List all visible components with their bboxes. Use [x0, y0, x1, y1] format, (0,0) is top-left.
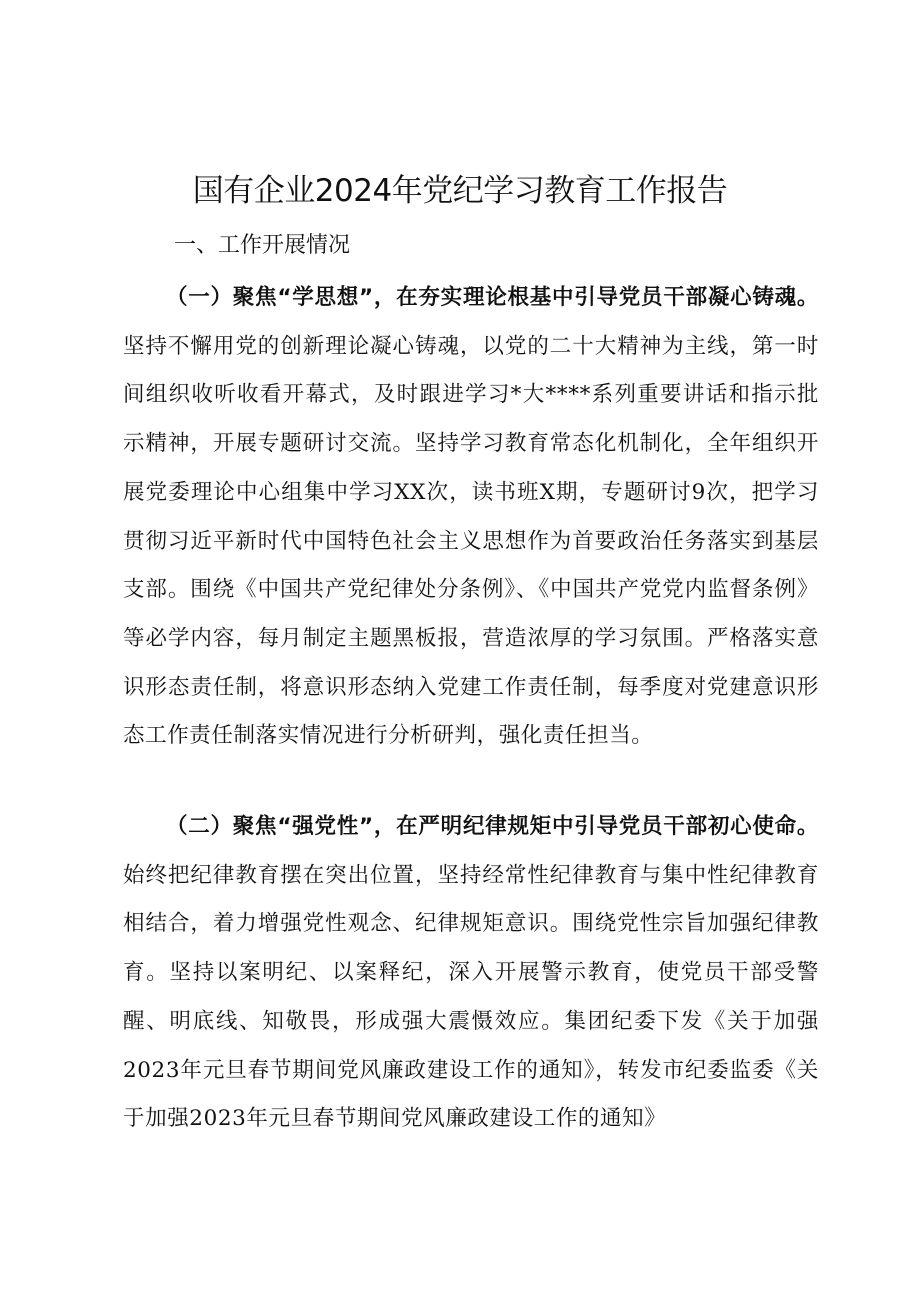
paragraph-2 [123, 803, 819, 1144]
paragraph-1-body: 坚持不懈用党的创新理论凝心铸魂，以党的二十大精神为主线，第一时间组织收听收看开幕式，及时跟进学习*大****系列重要讲话和指示批示精神，开展专题研讨交流。坚持学习教育常态化机制化，全年组织开展党委理论中心组集中学习XX次，读书班X期，专题研讨9次，把学习贯彻习近平新时代中国特色社会主义思想作为首要政治任务落实到基层支部。围绕《中国共产党纪律处分条例》、《中国共产党党内监督条例》等必学内容，每月制定主题黑板报，营造浓厚的学习氛围。严格落实意识形态责任制，将意识形态纳入党建工作责任制，每季度对党建意识形态工作责任制落实情况进行分析研判，强化责任担当。 [123, 333, 819, 749]
paragraph-1 [123, 274, 819, 761]
section-heading: 一、工作开展情况 [174, 233, 351, 258]
document-title: 国有企业2024年党纪学习教育工作报告 [192, 173, 728, 209]
paragraph-2-body: 始终把纪律教育摆在突出位置，坚持经常性纪律教育与集中性纪律教育相结合，着力增强党性观念、纪律规矩意识。围绕党性宗旨加强纪律教育。坚持以案明纪、以案释纪，深入开展警示教育，使党员干部受警醒、明底线、知敬畏，形成强大震慑效应。集团纪委下发《关于加强2023年元旦春节期间党风廉政建设工作的通知》，转发市纪委监委《关于加强2023年元旦春节期间党风廉政建设工作的通知》 [123, 862, 819, 1132]
paragraph-2-lead: （二）聚焦“强党性”，在严明纪律规矩中引导党员干部初心使命。 [166, 814, 819, 839]
paragraph-1-lead: （一）聚焦“学思想”，在夯实理论根基中引导党员干部凝心铸魂。 [166, 285, 819, 310]
